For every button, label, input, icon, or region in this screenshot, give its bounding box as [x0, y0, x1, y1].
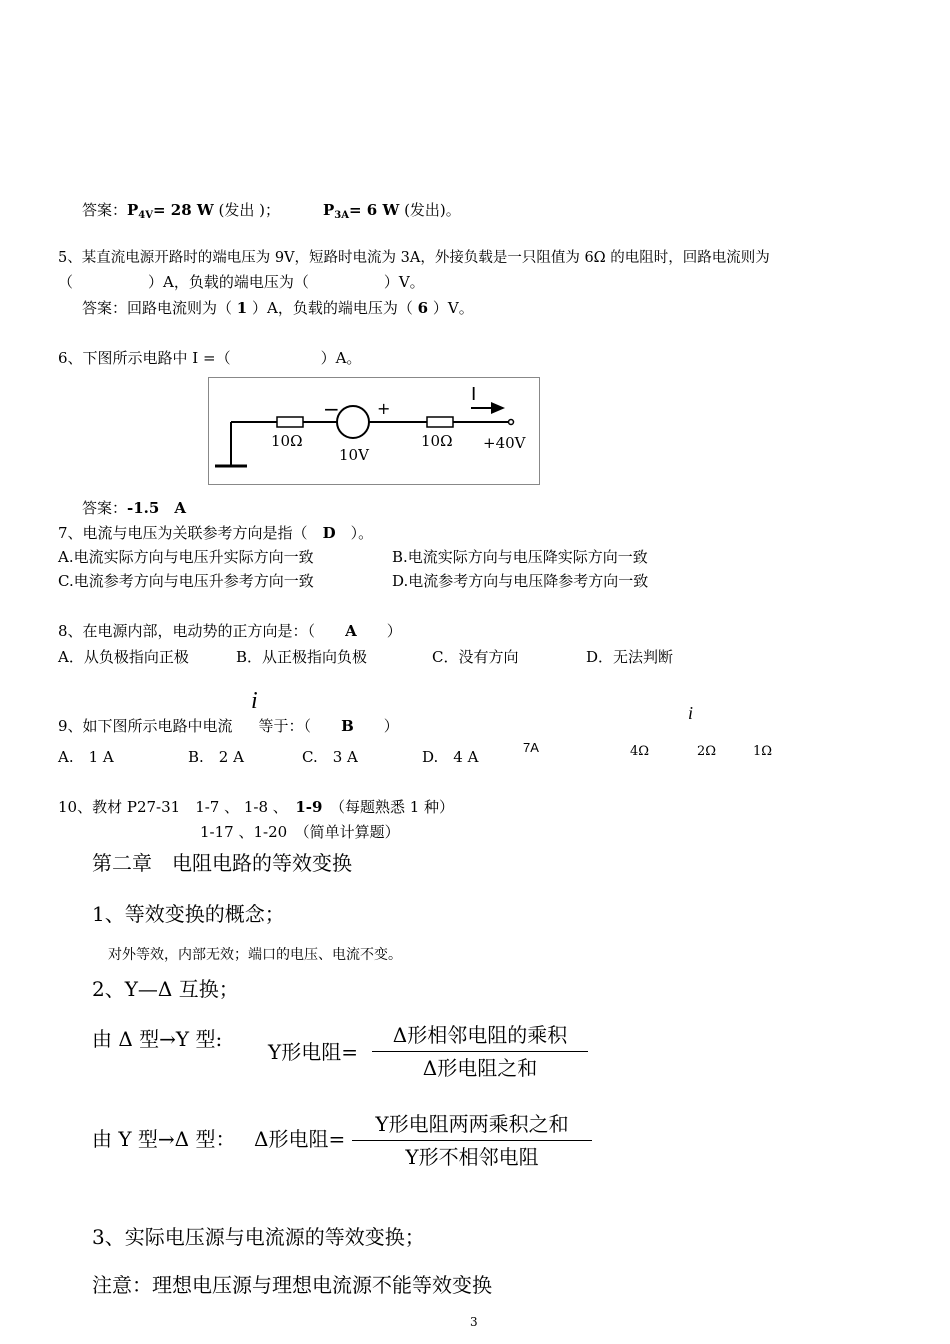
- q8-option-a: A．从负极指向正极: [58, 648, 189, 666]
- chapter2-title: 第二章 电阻电路的等效变换: [92, 851, 352, 875]
- resistor-r1: [277, 417, 303, 427]
- q6-answer: [82, 498, 186, 518]
- chapter2-section1-note: 对外等效，内部无效；端口的电压、电流不变。: [108, 947, 402, 963]
- terminal-label: +40V: [483, 434, 526, 452]
- q7-option-c: C.电流参考方向与电压升参考方向一致: [58, 572, 314, 590]
- p3a-label: P: [323, 201, 335, 219]
- q6-question: 6、下图所示电路中 I =（ ）A。: [58, 349, 362, 367]
- q6-answer-value: -1.5 A: [127, 499, 186, 517]
- q9-question-pre: 9、如下图所示电路中电流: [58, 717, 233, 735]
- q8-option-d: D．无法判断: [586, 648, 674, 666]
- q9-fig-i: i: [688, 703, 694, 723]
- q5-answer-mid: ）A，负载的端电压为（: [252, 299, 413, 317]
- q5-line2: （ ）A，负载的端电压为（ ）V。: [58, 273, 425, 291]
- chapter2-section1: 1、等效变换的概念；: [92, 902, 285, 926]
- terminal-node: [509, 420, 514, 425]
- formula1-numerator: Δ形相邻电阻的乘积: [392, 1023, 568, 1047]
- formula2-label: 由 Y 型→Δ 型：: [92, 1127, 236, 1151]
- q9-option-b: B. 2 A: [188, 748, 244, 766]
- q9-option-a: A. 1 A: [58, 748, 114, 766]
- q9-answer: B: [341, 717, 354, 735]
- p4v-value: = 28 W: [153, 201, 214, 219]
- answer4-line: [82, 200, 280, 226]
- fraction-bar: [372, 1051, 588, 1052]
- q8-question-pre: 8、在电源内部，电动势的正方向是：（: [58, 622, 316, 640]
- q8-question-post: ）: [386, 622, 402, 640]
- page-number: 3: [470, 1315, 478, 1329]
- r1-label: 10Ω: [271, 432, 303, 450]
- q5-answer: [82, 298, 474, 318]
- q6-circuit-figure: [208, 377, 540, 485]
- source-minus: −: [323, 397, 340, 421]
- q9-option-c: C. 3 A: [302, 748, 358, 766]
- q9-option-d: D. 4 A: [422, 748, 479, 766]
- q5-answer-current: 1: [236, 299, 248, 317]
- q9-fig-7a: 7A: [523, 740, 539, 755]
- chapter2-note: 注意：理想电压源与理想电流源不能等效变换: [92, 1273, 492, 1297]
- source-plus: +: [377, 399, 391, 418]
- q9-i-symbol: i: [251, 688, 258, 714]
- q7-question-post: ）。: [350, 524, 374, 542]
- q7-option-b: B.电流实际方向与电压降实际方向一致: [392, 548, 648, 566]
- q8-answer: A: [345, 622, 357, 640]
- formula2-fraction: [352, 1110, 592, 1171]
- q7-question-pre: 7、电流与电压为关联参考方向是指（: [58, 524, 308, 542]
- q7-answer: D: [322, 524, 336, 542]
- q8-question: [58, 621, 402, 641]
- q9-question-mid: 等于：（: [258, 717, 312, 735]
- formula2-lhs: Δ形电阻=: [254, 1127, 346, 1151]
- q9-question: [58, 716, 399, 736]
- p4v-note: (发出 )；: [218, 201, 281, 219]
- q9-fig-1ohm: 1Ω: [753, 744, 773, 759]
- q9-question-post: ）: [383, 717, 399, 735]
- q10-line1: [58, 797, 454, 817]
- fraction-bar: [352, 1140, 592, 1141]
- q5-answer-voltage: 6: [417, 299, 429, 317]
- q5-answer-suffix: ）V。: [432, 299, 474, 317]
- q10-line2: 1-17 、1-20 （简单计算题）: [200, 823, 400, 841]
- chapter2-section3: 3、实际电压源与电流源的等效变换；: [92, 1225, 425, 1249]
- current-arrow-icon: [491, 402, 505, 414]
- r2-label: 10Ω: [421, 432, 453, 450]
- answer4-p3a: [323, 200, 461, 226]
- q6-answer-prefix: 答案：: [82, 499, 128, 517]
- q8-option-c: C．没有方向: [432, 648, 519, 666]
- q9-fig-4ohm: 4Ω: [630, 744, 650, 759]
- chapter2-section2: 2、Y—Δ 互换；: [92, 977, 239, 1001]
- formula1-lhs: Y形电阻=: [268, 1040, 358, 1064]
- q10-line1-pre: 10、教材 P27-31 1-7 、 1-8 、: [58, 798, 281, 816]
- q10-line1-post: （每题熟悉 1 种）: [337, 798, 455, 816]
- q10-line1-bold: 1-9: [295, 798, 323, 816]
- p4v-sub: 4V: [138, 210, 154, 221]
- answer4-prefix: 答案：: [82, 201, 128, 219]
- voltage-source-icon: [337, 406, 369, 438]
- source-label: 10V: [339, 446, 369, 464]
- formula1-denominator: Δ形电阻之和: [422, 1056, 538, 1080]
- q7-option-a: A.电流实际方向与电压升实际方向一致: [58, 548, 314, 566]
- current-label: I: [471, 384, 477, 405]
- formula1-label: 由 Δ 型→Y 型:: [92, 1027, 223, 1051]
- q7-question: [58, 523, 373, 543]
- circuit-diagram: [209, 378, 539, 484]
- q5-line1: 5、某直流电源开路时的端电压为 9V，短路时电流为 3A，外接负载是一只阻值为 6Ω 的电阻时，回路电流则为: [58, 250, 770, 266]
- q9-fig-2ohm: 2Ω: [697, 744, 717, 759]
- p3a-value: = 6 W: [349, 201, 400, 219]
- p4v-label: P: [127, 201, 139, 219]
- p3a-note: (发出)。: [404, 201, 461, 219]
- p3a-sub: 3A: [334, 210, 349, 221]
- q7-option-d: D.电流参考方向与电压降参考方向一致: [392, 572, 649, 590]
- formula2-numerator: Y形电阻两两乘积之和: [375, 1112, 569, 1136]
- resistor-r2: [427, 417, 453, 427]
- formula2-denominator: Y形不相邻电阻: [405, 1145, 539, 1169]
- q5-answer-prefix: 答案：回路电流则为（: [82, 299, 233, 317]
- q8-option-b: B．从正极指向负极: [236, 648, 368, 666]
- formula1-fraction: [372, 1021, 588, 1082]
